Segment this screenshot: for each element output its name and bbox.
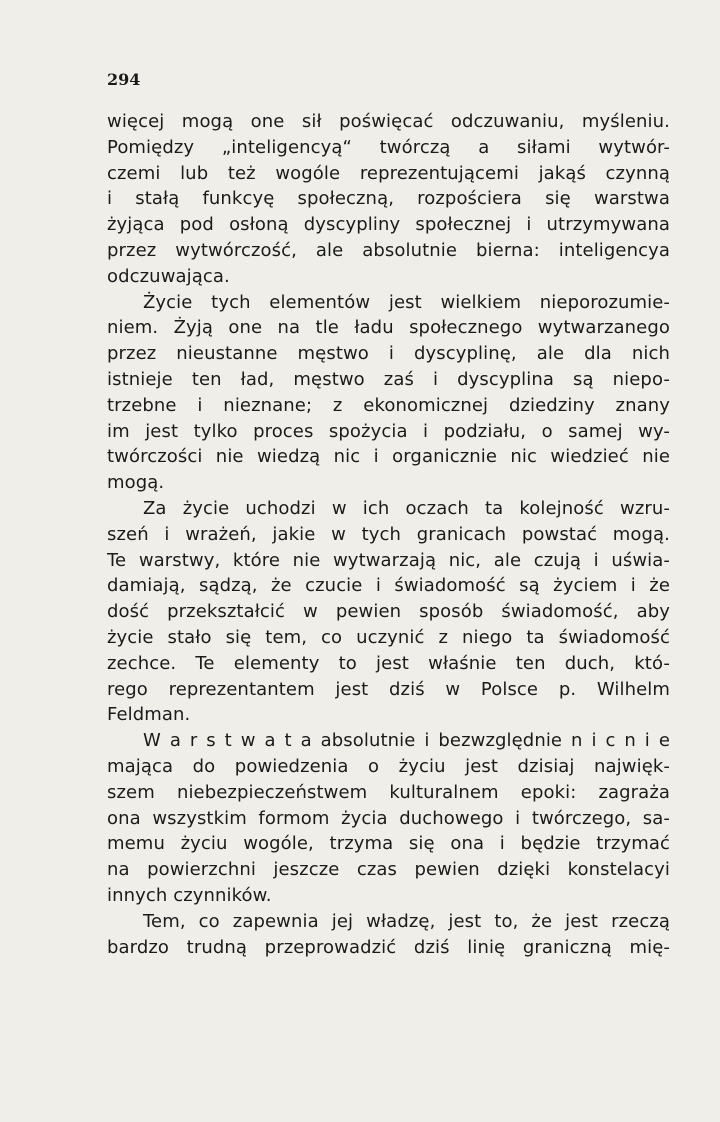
text-line: Za życie uchodzi w ich oczach ta kolejność wzru- <box>143 497 670 519</box>
text-line: dość przekształcić w pewien sposób świadomość, aby <box>107 601 670 623</box>
text-line: W a r s t w a t a absolutnie i bezwzględnie n i c n i e <box>143 730 670 752</box>
text-line: odczuwająca. <box>107 265 230 287</box>
text-line: Feldman. <box>107 704 191 726</box>
text-line: rego reprezentantem jest dziś w Polsce p. Wilhelm <box>107 678 670 700</box>
text-line: memu życiu wogóle, trzyma się ona i będzie trzymać <box>107 833 670 855</box>
text-line: czemi lub też wogóle reprezentującemi jakąś czynną <box>107 162 670 184</box>
body-text <box>107 109 670 960</box>
page-number: 294 <box>107 70 141 89</box>
text-line: istnieje ten ład, męstwo zaś i dyscyplina są niepo- <box>107 368 670 390</box>
text-line: szem niebezpieczeństwem kulturalnem epoki: zagraża <box>107 781 670 803</box>
text-line: życie stało się tem, co uczynić z niego ta świadomość <box>107 626 670 648</box>
text-line: przez wytwórczość, ale absolutnie bierna: inteligencya <box>107 239 670 261</box>
text-line: więcej mogą one sił poświęcać odczuwaniu, myśleniu. <box>107 111 670 132</box>
text-line: żyjąca pod osłoną dyscypliny społecznej i utrzymywana <box>107 214 670 236</box>
text-line: szeń i wrażeń, jakie w tych granicach powstać mogą. <box>107 523 670 545</box>
text-line: mająca do powiedzenia o życiu jest dzisiaj najwięk- <box>107 755 670 777</box>
text-line: trzebne i nieznane; z ekonomicznej dziedziny znany <box>107 394 670 416</box>
text-line: zechce. Te elementy to jest właśnie ten duch, któ- <box>107 652 670 674</box>
text-line: i stałą funkcyę społeczną, rozpościera się warstwa <box>107 188 670 210</box>
text-line: na powierzchni jeszcze czas pewien dzięki konstelacyi <box>107 859 670 881</box>
text-line: twórczości nie wiedzą nic i organicznie nic wiedzieć nie <box>107 446 670 468</box>
text-line: Pomiędzy „inteligencyą“ twórczą a siłami wytwór- <box>107 136 670 158</box>
text-line: damiają, sądzą, że czucie i świadomość są życiem i że <box>107 575 670 597</box>
text-line: bardzo trudną przeprowadzić dziś linię graniczną mię- <box>107 936 670 958</box>
text-line: niem. Żyją one na tle ładu społecznego wytwarzanego <box>107 317 670 339</box>
text-line: im jest tylko proces spożycia i podziału, o samej wy- <box>107 420 670 442</box>
text-line: Życie tych elementów jest wielkiem nieporozumie- <box>143 291 670 313</box>
text-line: ona wszystkim formom życia duchowego i twórczego, sa- <box>107 807 670 829</box>
text-line: mogą. <box>107 472 165 494</box>
text-line: Tem, co zapewnia jej władzę, jest to, że jest rzeczą <box>143 910 670 932</box>
text-line: Te warstwy, które nie wytwarzają nic, ale czują i uświa- <box>107 549 670 571</box>
text-line: przez nieustanne męstwo i dyscyplinę, ale dla nich <box>107 343 670 365</box>
text-line: innych czynników. <box>107 884 272 906</box>
